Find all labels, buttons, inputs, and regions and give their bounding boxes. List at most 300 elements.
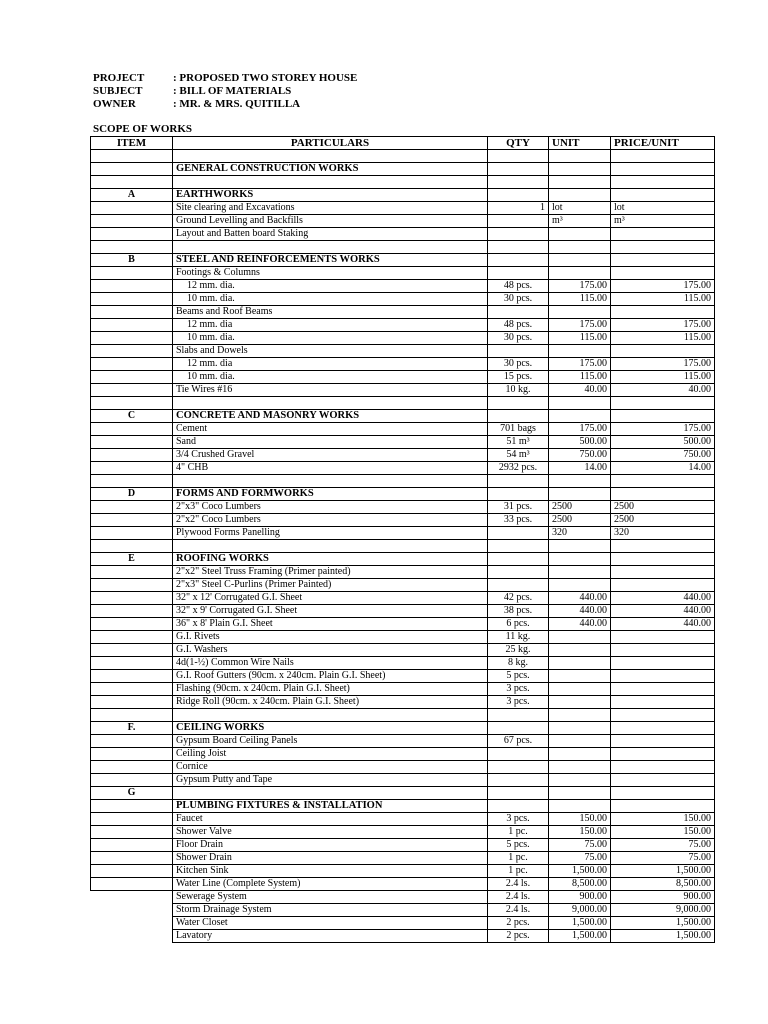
- qty-cell: [488, 722, 549, 735]
- unit-cell: 750.00: [549, 449, 611, 462]
- blank-row: [91, 709, 715, 722]
- qty-cell: [488, 241, 549, 254]
- particulars-cell: 10 mm. dia.: [173, 371, 488, 384]
- price-unit-cell: 115.00: [611, 371, 715, 384]
- price-unit-cell: [611, 722, 715, 735]
- particulars-cell: Cement: [173, 423, 488, 436]
- price-unit-cell: [611, 787, 715, 800]
- item-cell: [91, 241, 173, 254]
- item-cell: [91, 514, 173, 527]
- item-cell: [91, 839, 173, 852]
- blank-row: [91, 540, 715, 553]
- table-row: [91, 852, 715, 865]
- particulars-cell: Layout and Batten board Staking: [173, 228, 488, 241]
- qty-cell: 30 pcs.: [488, 293, 549, 306]
- particulars-cell: 10 mm. dia.: [173, 332, 488, 345]
- price-unit-cell: [611, 189, 715, 202]
- unit-cell: [549, 579, 611, 592]
- table-row: [91, 501, 715, 514]
- qty-cell: 2 pcs.: [488, 917, 549, 930]
- qty-cell: [488, 761, 549, 774]
- particulars-cell: G.I. Roof Gutters (90cm. x 240cm. Plain G.I. Sheet): [173, 670, 488, 683]
- qty-cell: [488, 553, 549, 566]
- price-unit-cell: [611, 306, 715, 319]
- subject-line: [93, 85, 291, 98]
- table-row: [91, 657, 715, 670]
- unit-cell: [549, 670, 611, 683]
- price-unit-cell: m³: [611, 215, 715, 228]
- particulars-cell: [173, 475, 488, 488]
- qty-cell: 30 pcs.: [488, 332, 549, 345]
- item-cell: C: [91, 410, 173, 423]
- particulars-cell: G.I. Rivets: [173, 631, 488, 644]
- unit-cell: [549, 345, 611, 358]
- item-cell: [91, 605, 173, 618]
- table-row: [91, 384, 715, 397]
- unit-cell: [549, 410, 611, 423]
- particulars-cell: ROOFING WORKS: [173, 553, 488, 566]
- price-unit-cell: [611, 657, 715, 670]
- unit-cell: [549, 176, 611, 189]
- section-row: [91, 553, 715, 566]
- particulars-cell: 3/4 Crushed Gravel: [173, 449, 488, 462]
- table-row: [91, 930, 715, 943]
- unit-cell: 175.00: [549, 423, 611, 436]
- qty-cell: [488, 774, 549, 787]
- particulars-cell: FORMS AND FORMWORKS: [173, 488, 488, 501]
- qty-cell: 15 pcs.: [488, 371, 549, 384]
- unit-cell: [549, 657, 611, 670]
- particulars-cell: 36" x 8' Plain G.I. Sheet: [173, 618, 488, 631]
- table-row: [91, 683, 715, 696]
- qty-cell: 48 pcs.: [488, 280, 549, 293]
- price-unit-cell: 75.00: [611, 852, 715, 865]
- price-unit-cell: 750.00: [611, 449, 715, 462]
- particulars-cell: G.I. Washers: [173, 644, 488, 657]
- price-unit-cell: 40.00: [611, 384, 715, 397]
- unit-cell: lot: [549, 202, 611, 215]
- table-row: [91, 735, 715, 748]
- item-cell: [91, 696, 173, 709]
- price-unit-cell: [611, 267, 715, 280]
- item-cell: [91, 644, 173, 657]
- particulars-cell: STEEL AND REINFORCEMENTS WORKS: [173, 254, 488, 267]
- item-cell: [91, 878, 173, 891]
- item-cell: [91, 592, 173, 605]
- item-cell: [91, 813, 173, 826]
- price-unit-cell: [611, 709, 715, 722]
- table-row: [91, 774, 715, 787]
- table-row: [91, 228, 715, 241]
- item-cell: [91, 930, 173, 943]
- price-unit-cell: [611, 566, 715, 579]
- table-row: [91, 332, 715, 345]
- item-cell: E: [91, 553, 173, 566]
- project-line: [93, 72, 357, 85]
- price-unit-cell: 440.00: [611, 592, 715, 605]
- price-unit-cell: [611, 579, 715, 592]
- unit-cell: [549, 241, 611, 254]
- table-row: [91, 345, 715, 358]
- price-unit-cell: [611, 540, 715, 553]
- price-unit-cell: [611, 631, 715, 644]
- item-cell: [91, 475, 173, 488]
- unit-cell: 2500: [549, 514, 611, 527]
- price-unit-cell: [611, 683, 715, 696]
- particulars-cell: Gypsum Putty and Tape: [173, 774, 488, 787]
- item-cell: [91, 345, 173, 358]
- particulars-cell: Plywood Forms Panelling: [173, 527, 488, 540]
- item-cell: [91, 423, 173, 436]
- qty-cell: [488, 410, 549, 423]
- item-cell: [91, 384, 173, 397]
- unit-cell: [549, 553, 611, 566]
- item-cell: A: [91, 189, 173, 202]
- unit-cell: [549, 397, 611, 410]
- particulars-cell: Kitchen Sink: [173, 865, 488, 878]
- item-cell: [91, 670, 173, 683]
- unit-cell: 115.00: [549, 371, 611, 384]
- section-row: [91, 410, 715, 423]
- particulars-cell: Cornice: [173, 761, 488, 774]
- unit-cell: [549, 475, 611, 488]
- table-row: [91, 592, 715, 605]
- unit-cell: [549, 267, 611, 280]
- qty-cell: 10 kg.: [488, 384, 549, 397]
- particulars-cell: 12 mm. dia: [173, 319, 488, 332]
- price-unit-cell: 150.00: [611, 826, 715, 839]
- particulars-cell: Ground Levelling and Backfills: [173, 215, 488, 228]
- qty-cell: 3 pcs.: [488, 813, 549, 826]
- price-unit-cell: 8,500.00: [611, 878, 715, 891]
- particulars-cell: CEILING WORKS: [173, 722, 488, 735]
- unit-cell: m³: [549, 215, 611, 228]
- price-unit-cell: 75.00: [611, 839, 715, 852]
- table-row: [91, 878, 715, 891]
- particulars-cell: [173, 176, 488, 189]
- unit-cell: 440.00: [549, 592, 611, 605]
- qty-cell: 1 pc.: [488, 826, 549, 839]
- particulars-cell: Water Closet: [173, 917, 488, 930]
- item-cell: [91, 293, 173, 306]
- owner-value: : MR. & MRS. QUITILLA: [173, 98, 301, 110]
- price-unit-cell: [611, 748, 715, 761]
- item-cell: [91, 501, 173, 514]
- qty-cell: [488, 566, 549, 579]
- unit-cell: [549, 696, 611, 709]
- table-row: [91, 579, 715, 592]
- particulars-cell: Footings & Columns: [173, 267, 488, 280]
- price-unit-cell: [611, 150, 715, 163]
- table-row: [91, 267, 715, 280]
- table-row: [91, 813, 715, 826]
- column-header-qty: QTY: [488, 137, 549, 150]
- price-unit-cell: [611, 735, 715, 748]
- item-cell: [91, 228, 173, 241]
- price-unit-cell: 500.00: [611, 436, 715, 449]
- blank-row: [91, 176, 715, 189]
- table-row: [91, 644, 715, 657]
- qty-cell: [488, 800, 549, 813]
- unit-cell: 1,500.00: [549, 917, 611, 930]
- section-row: [91, 800, 715, 813]
- price-unit-cell: 150.00: [611, 813, 715, 826]
- particulars-cell: Faucet: [173, 813, 488, 826]
- unit-cell: 150.00: [549, 826, 611, 839]
- qty-cell: 5 pcs.: [488, 670, 549, 683]
- particulars-cell: 2"x3" Coco Lumbers: [173, 501, 488, 514]
- table-row: [91, 670, 715, 683]
- qty-cell: 2.4 ls.: [488, 878, 549, 891]
- price-unit-cell: lot: [611, 202, 715, 215]
- particulars-cell: 10 mm. dia.: [173, 293, 488, 306]
- unit-cell: 175.00: [549, 280, 611, 293]
- blank-row: [91, 475, 715, 488]
- qty-cell: 25 kg.: [488, 644, 549, 657]
- table-row: [91, 917, 715, 930]
- item-cell: [91, 748, 173, 761]
- bill-of-materials-table: [90, 136, 715, 943]
- price-unit-cell: 2500: [611, 501, 715, 514]
- unit-cell: 14.00: [549, 462, 611, 475]
- unit-cell: [549, 228, 611, 241]
- item-cell: [91, 319, 173, 332]
- unit-cell: 75.00: [549, 839, 611, 852]
- unit-cell: [549, 722, 611, 735]
- qty-cell: 42 pcs.: [488, 592, 549, 605]
- price-unit-cell: [611, 774, 715, 787]
- qty-cell: 11 kg.: [488, 631, 549, 644]
- qty-cell: 3 pcs.: [488, 683, 549, 696]
- price-unit-cell: [611, 410, 715, 423]
- item-cell: [91, 358, 173, 371]
- particulars-cell: 2"x2" Coco Lumbers: [173, 514, 488, 527]
- unit-cell: 440.00: [549, 605, 611, 618]
- particulars-cell: [173, 540, 488, 553]
- qty-cell: [488, 397, 549, 410]
- unit-cell: 9,000.00: [549, 904, 611, 917]
- project-label: PROJECT: [93, 72, 145, 84]
- particulars-cell: Sand: [173, 436, 488, 449]
- price-unit-cell: 175.00: [611, 319, 715, 332]
- table-row: [91, 618, 715, 631]
- table-row: [91, 631, 715, 644]
- blank-row: [91, 397, 715, 410]
- price-unit-cell: [611, 488, 715, 501]
- qty-cell: [488, 306, 549, 319]
- unit-cell: [549, 683, 611, 696]
- qty-cell: 701 bags: [488, 423, 549, 436]
- item-cell: [91, 449, 173, 462]
- price-unit-cell: 175.00: [611, 280, 715, 293]
- unit-cell: [549, 735, 611, 748]
- table-row: [91, 826, 715, 839]
- table-row: [91, 748, 715, 761]
- item-cell: [91, 267, 173, 280]
- table-row: [91, 761, 715, 774]
- qty-cell: 1 pc.: [488, 852, 549, 865]
- qty-cell: 1: [488, 202, 549, 215]
- qty-cell: [488, 254, 549, 267]
- unit-cell: [549, 644, 611, 657]
- item-cell: [91, 150, 173, 163]
- item-cell: [91, 761, 173, 774]
- table-row: [91, 865, 715, 878]
- particulars-cell: Gypsum Board Ceiling Panels: [173, 735, 488, 748]
- qty-cell: 54 m³: [488, 449, 549, 462]
- item-cell: F.: [91, 722, 173, 735]
- qty-cell: 33 pcs.: [488, 514, 549, 527]
- particulars-cell: Flashing (90cm. x 240cm. Plain G.I. Sheet): [173, 683, 488, 696]
- qty-cell: [488, 748, 549, 761]
- item-cell: [91, 371, 173, 384]
- item-cell: [91, 436, 173, 449]
- item-cell: [91, 631, 173, 644]
- qty-cell: [488, 345, 549, 358]
- particulars-cell: CONCRETE AND MASONRY WORKS: [173, 410, 488, 423]
- table-row: [91, 280, 715, 293]
- item-cell: [91, 566, 173, 579]
- particulars-cell: EARTHWORKS: [173, 189, 488, 202]
- owner-line: [93, 98, 300, 111]
- price-unit-cell: [611, 800, 715, 813]
- item-cell: [91, 163, 173, 176]
- qty-cell: [488, 709, 549, 722]
- particulars-cell: [173, 397, 488, 410]
- particulars-cell: Ridge Roll (90cm. x 240cm. Plain G.I. Sheet): [173, 696, 488, 709]
- item-cell: [91, 709, 173, 722]
- particulars-cell: Shower Valve: [173, 826, 488, 839]
- item-cell: [91, 904, 173, 917]
- price-unit-cell: [611, 397, 715, 410]
- table-row: [91, 891, 715, 904]
- price-unit-cell: [611, 163, 715, 176]
- qty-cell: 2.4 ls.: [488, 904, 549, 917]
- section-row: [91, 722, 715, 735]
- qty-cell: [488, 488, 549, 501]
- unit-cell: 900.00: [549, 891, 611, 904]
- unit-cell: [549, 787, 611, 800]
- particulars-cell: Tie Wires #16: [173, 384, 488, 397]
- table-row: [91, 605, 715, 618]
- qty-cell: [488, 267, 549, 280]
- price-unit-cell: 9,000.00: [611, 904, 715, 917]
- item-cell: [91, 306, 173, 319]
- item-cell: [91, 891, 173, 904]
- item-cell: [91, 527, 173, 540]
- item-cell: [91, 826, 173, 839]
- qty-cell: [488, 189, 549, 202]
- qty-cell: [488, 163, 549, 176]
- unit-cell: [549, 631, 611, 644]
- particulars-cell: Slabs and Dowels: [173, 345, 488, 358]
- unit-cell: 75.00: [549, 852, 611, 865]
- unit-cell: 115.00: [549, 293, 611, 306]
- unit-cell: [549, 774, 611, 787]
- price-unit-cell: [611, 696, 715, 709]
- particulars-cell: Water Line (Complete System): [173, 878, 488, 891]
- price-unit-cell: [611, 345, 715, 358]
- particulars-cell: 12 mm. dia.: [173, 280, 488, 293]
- item-cell: [91, 852, 173, 865]
- unit-cell: 8,500.00: [549, 878, 611, 891]
- particulars-cell: [173, 709, 488, 722]
- qty-cell: 67 pcs.: [488, 735, 549, 748]
- unit-cell: 320: [549, 527, 611, 540]
- item-cell: [91, 800, 173, 813]
- qty-cell: 38 pcs.: [488, 605, 549, 618]
- particulars-cell: 2"x2" Steel Truss Framing (Primer painted): [173, 566, 488, 579]
- section-row: [91, 488, 715, 501]
- price-unit-cell: 1,500.00: [611, 930, 715, 943]
- qty-cell: 3 pcs.: [488, 696, 549, 709]
- price-unit-cell: [611, 644, 715, 657]
- price-unit-cell: 320: [611, 527, 715, 540]
- item-cell: [91, 397, 173, 410]
- unit-cell: 40.00: [549, 384, 611, 397]
- price-unit-cell: 900.00: [611, 891, 715, 904]
- item-cell: [91, 202, 173, 215]
- table-header-row: [91, 137, 715, 150]
- item-cell: [91, 865, 173, 878]
- price-unit-cell: [611, 670, 715, 683]
- qty-cell: 5 pcs.: [488, 839, 549, 852]
- unit-cell: [549, 748, 611, 761]
- qty-cell: [488, 150, 549, 163]
- table-row: [91, 436, 715, 449]
- price-unit-cell: 1,500.00: [611, 917, 715, 930]
- particulars-cell: Lavatory: [173, 930, 488, 943]
- unit-cell: 115.00: [549, 332, 611, 345]
- project-value: : PROPOSED TWO STOREY HOUSE: [173, 72, 358, 84]
- price-unit-cell: 2500: [611, 514, 715, 527]
- qty-cell: [488, 540, 549, 553]
- table-body: [91, 150, 715, 943]
- blank-row: [91, 241, 715, 254]
- item-cell: [91, 917, 173, 930]
- qty-cell: 48 pcs.: [488, 319, 549, 332]
- qty-cell: 8 kg.: [488, 657, 549, 670]
- column-header-particulars: PARTICULARS: [173, 137, 488, 150]
- qty-cell: 2.4 ls.: [488, 891, 549, 904]
- price-unit-cell: [611, 553, 715, 566]
- particulars-cell: PLUMBING FIXTURES & INSTALLATION: [173, 800, 488, 813]
- unit-cell: [549, 761, 611, 774]
- price-unit-cell: 115.00: [611, 332, 715, 345]
- qty-cell: [488, 527, 549, 540]
- qty-cell: [488, 228, 549, 241]
- item-cell: [91, 683, 173, 696]
- column-header-item: ITEM: [91, 137, 173, 150]
- table-row: [91, 839, 715, 852]
- unit-cell: [549, 189, 611, 202]
- unit-cell: [549, 566, 611, 579]
- particulars-cell: Ceiling Joist: [173, 748, 488, 761]
- owner-label: OWNER: [93, 98, 136, 110]
- table-row: [91, 202, 715, 215]
- price-unit-cell: [611, 475, 715, 488]
- unit-cell: 1,500.00: [549, 930, 611, 943]
- item-cell: [91, 215, 173, 228]
- qty-cell: [488, 787, 549, 800]
- unit-cell: [549, 540, 611, 553]
- item-cell: D: [91, 488, 173, 501]
- unit-cell: 150.00: [549, 813, 611, 826]
- column-header-unit: UNIT: [549, 137, 611, 150]
- qty-cell: [488, 475, 549, 488]
- item-cell: [91, 540, 173, 553]
- particulars-cell: 2"x3" Steel C-Purlins (Primer Painted): [173, 579, 488, 592]
